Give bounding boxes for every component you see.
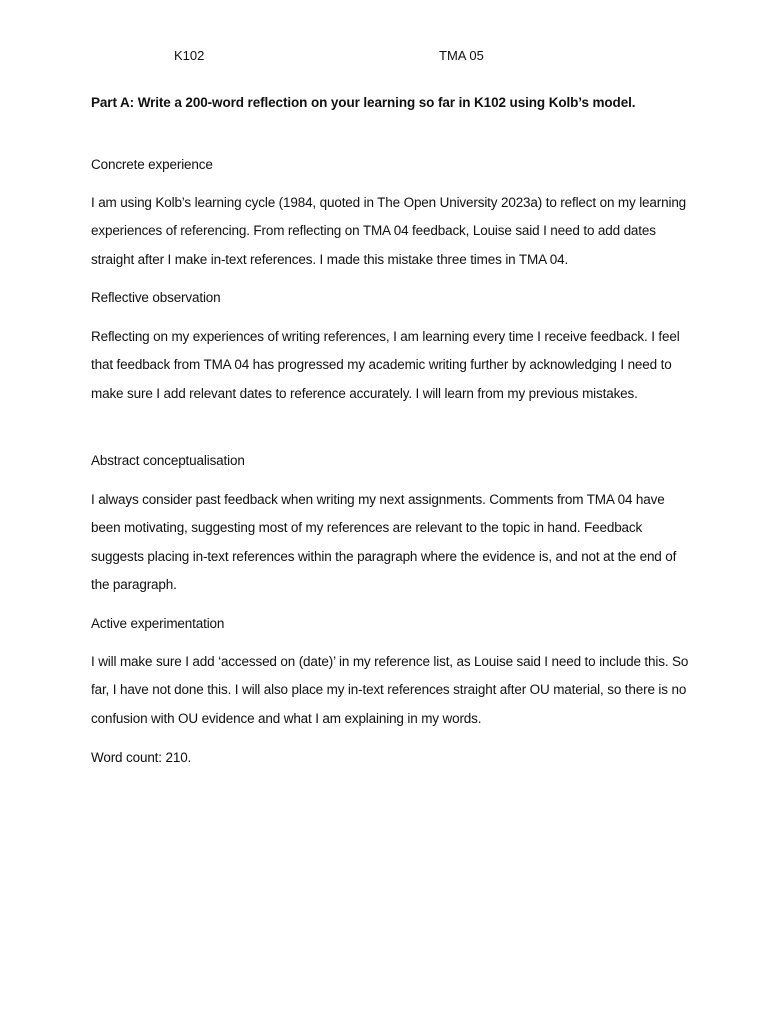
header-course-code: K102 (174, 48, 205, 63)
section-paragraph-reflective-observation: Reflecting on my experiences of writing references, I am learning every time I receive feedback. I feel that feedback from TMA 04 has progressed my academic writing further by acknowledging I need to make sure I add relevant dates to reference accurately. I will learn from my previous mistakes. (91, 329, 680, 401)
document-title: Part A: Write a 200-word reflection on your learning so far in K102 using Kolb’s model. (91, 95, 636, 110)
section-heading-reflective-observation: Reflective observation (91, 290, 221, 305)
section-heading-abstract-conceptualisation: Abstract conceptualisation (91, 453, 245, 468)
section-paragraph-active-experimentation: I will make sure I add ‘accessed on (date)’ in my reference list, as Louise said I need to include this. So far, I have not done this. I will also place my in-text references straight after OU material, so there is no confusion with OU evidence and what I am explaining in my words. (91, 654, 689, 726)
section-heading-active-experimentation: Active experimentation (91, 616, 225, 631)
section-paragraph-concrete-experience: I am using Kolb’s learning cycle (1984, quoted in The Open University 2023a) to reflect on my learning experiences of referencing. From reflecting on TMA 04 feedback, Louise said I need to add dates straight after I make in-text references. I made this mistake three times in TMA 04. (91, 195, 687, 267)
section-paragraph-abstract-conceptualisation: I always consider past feedback when writing my next assignments. Comments from TMA 04 have been motivating, suggesting most of my references are relevant to the topic in hand. Feedback suggests placing in-text references within the paragraph where the evidence is, and not at the end of the paragraph. (91, 492, 677, 592)
word-count: Word count: 210. (91, 750, 192, 765)
header-assignment: TMA 05 (439, 48, 484, 63)
section-heading-concrete-experience: Concrete experience (91, 157, 213, 172)
